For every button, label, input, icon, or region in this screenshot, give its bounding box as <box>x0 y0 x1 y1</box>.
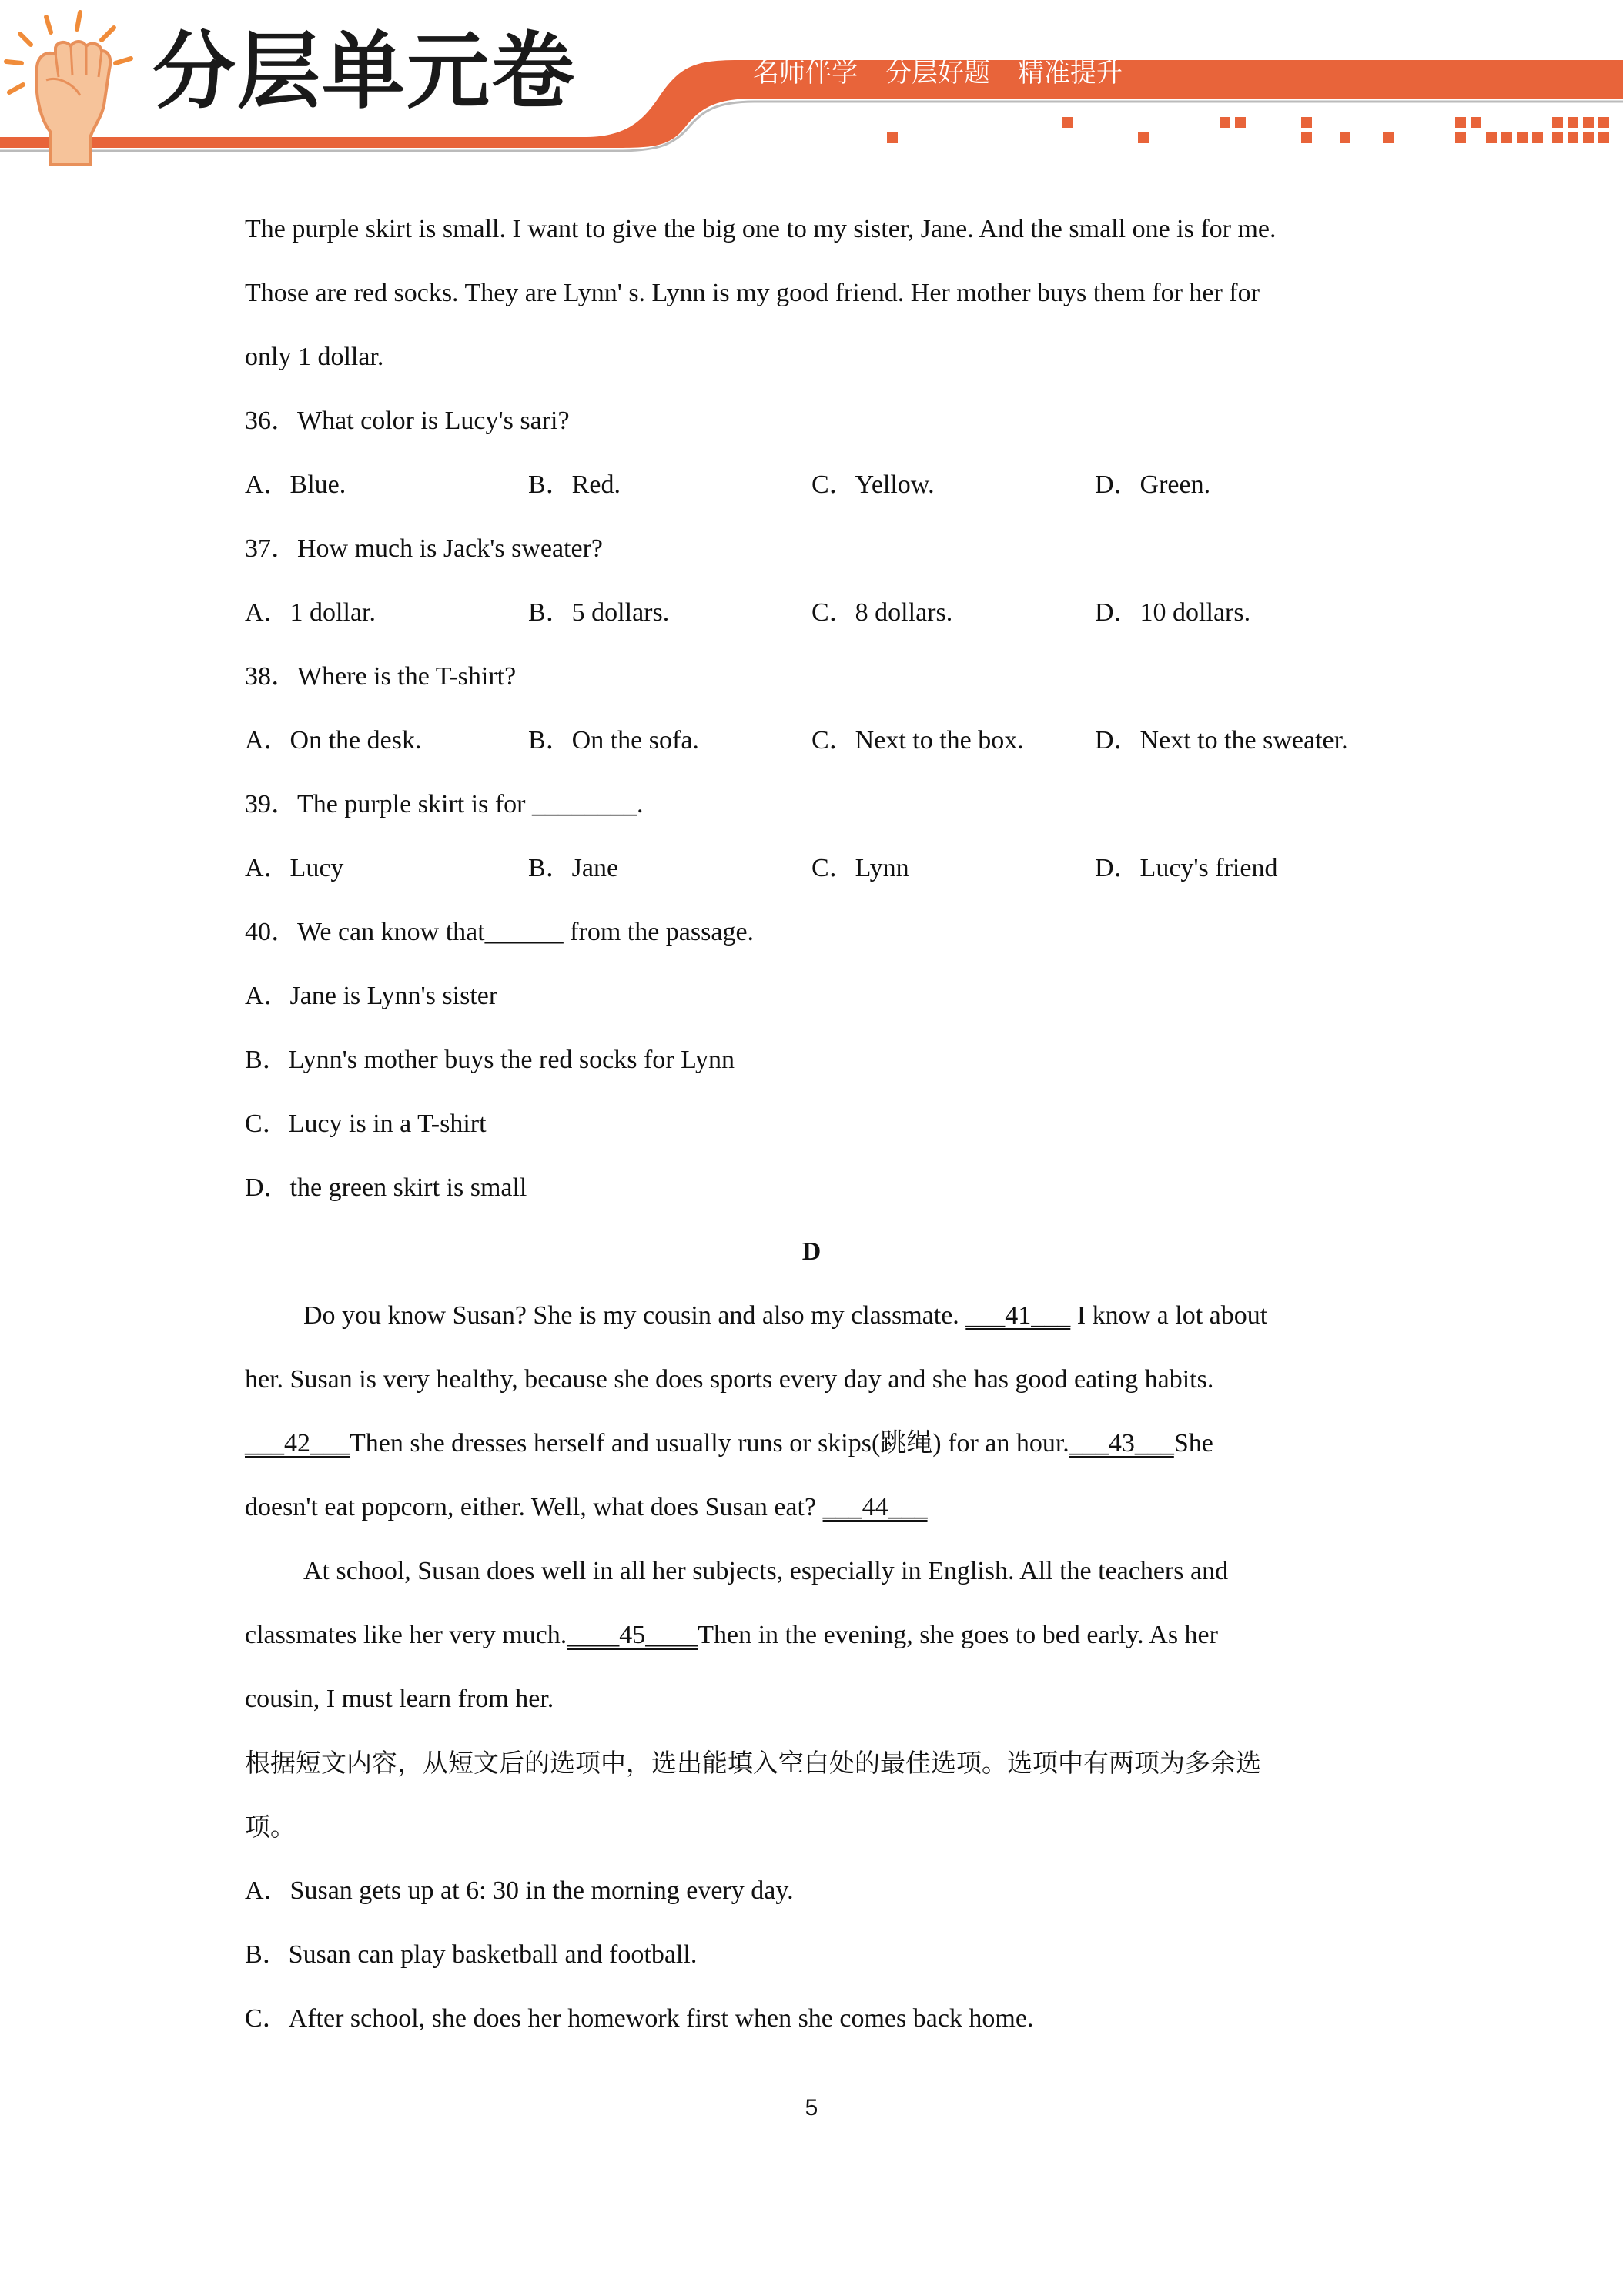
text-run: classmates like her very much. <box>245 1621 567 1649</box>
header-title: 分层单元卷 <box>152 24 577 120</box>
blank-45: ____45____ <box>567 1621 698 1649</box>
blank-43: ___43___ <box>1069 1429 1174 1458</box>
passage-line: At school, Susan does well in all her subjects, especially in English. All the teachers and <box>303 1557 1229 1585</box>
question-stem: 39．The purple skirt is for ________. <box>245 790 644 818</box>
option-b: B．Red. <box>528 470 621 499</box>
question-stem: 38．Where is the T-shirt? <box>245 662 517 691</box>
text-run: She <box>1173 1429 1213 1458</box>
passage-line <box>245 1492 928 1523</box>
option-b: B．On the sofa. <box>528 726 699 755</box>
slogan-item: 名师伴学 <box>753 58 858 89</box>
page-number: 5 <box>805 2095 818 2120</box>
answer-option-c: C．After school, she does her homework first when she comes back home. <box>245 2004 1034 2033</box>
option-c: C．Lynn <box>812 854 909 882</box>
slogan-item: 分层好题 <box>885 58 990 89</box>
option-b: B．Jane <box>528 854 619 882</box>
option-d: D．Lucy's friend <box>1095 854 1278 882</box>
question-stem: 40．We can know that______ from the passage. <box>245 918 755 946</box>
instruction-text: 根据短文内容，从短文后的选项中，选出能填入空白处的最佳选项。选项中有两项为多余选 <box>245 1748 1261 1778</box>
passage-line: her. Susan is very healthy, because she does sports every day and she has good eating habits. <box>245 1365 1214 1394</box>
passage-line: The purple skirt is small. I want to give the big one to my sister, Jane. And the small one is for me. <box>245 215 1277 243</box>
section-title: D <box>801 1237 822 1266</box>
text-run: Then in the evening, she goes to bed early. As her <box>698 1621 1218 1649</box>
passage-line: only 1 dollar. <box>245 343 384 371</box>
header-slogan <box>753 58 1150 89</box>
question-stem: 36．What color is Lucy's sari? <box>245 407 570 435</box>
option-c: C．Lucy is in a T-shirt <box>245 1110 487 1138</box>
option-d: D．Next to the sweater. <box>1095 726 1348 755</box>
page-header <box>0 0 1623 169</box>
answer-option-b: B．Susan can play basketball and football. <box>245 1940 698 1969</box>
passage-line <box>245 1620 1218 1651</box>
answer-option-a: A．Susan gets up at 6: 30 in the morning every day. <box>245 1876 794 1905</box>
blank-41: ___41___ <box>965 1301 1071 1330</box>
slogan-item: 精准提升 <box>1018 58 1123 89</box>
text-run: I know a lot about <box>1070 1301 1268 1330</box>
blank-42: ___42___ <box>245 1429 350 1458</box>
option-d: D．Green. <box>1095 470 1211 499</box>
passage-line: cousin, I must learn from her. <box>245 1685 554 1713</box>
text-run: doesn't eat popcorn, either. Well, what does Susan eat? <box>245 1493 823 1521</box>
option-b: B．5 dollars. <box>528 598 670 627</box>
option-b: B．Lynn's mother buys the red socks for Lynn <box>245 1046 735 1074</box>
passage-line <box>245 1428 1213 1459</box>
option-a: A．On the desk. <box>245 726 422 755</box>
instruction-text: 项。 <box>245 1812 296 1842</box>
blank-44: ___44___ <box>822 1493 928 1521</box>
option-a: A．Jane is Lynn's sister <box>245 982 498 1010</box>
text-run: Then she dresses herself and usually runs or skips(跳绳) for an hour. <box>350 1429 1069 1458</box>
option-c: C．Yellow. <box>812 470 935 499</box>
option-c: C．Next to the box. <box>812 726 1024 755</box>
option-d: D．10 dollars. <box>1095 598 1251 627</box>
option-a: A．Lucy <box>245 854 344 882</box>
option-d: D．the green skirt is small <box>245 1173 527 1202</box>
option-c: C．8 dollars. <box>812 598 953 627</box>
option-a: A．1 dollar. <box>245 598 376 627</box>
question-stem: 37．How much is Jack's sweater? <box>245 534 604 563</box>
passage-line: Those are red socks. They are Lynn' s. Lynn is my good friend. Her mother buys them for her for <box>245 279 1260 307</box>
option-a: A．Blue. <box>245 470 346 499</box>
passage-line <box>303 1300 1267 1331</box>
text-run: Do you know Susan? She is my cousin and also my classmate. <box>303 1301 966 1330</box>
